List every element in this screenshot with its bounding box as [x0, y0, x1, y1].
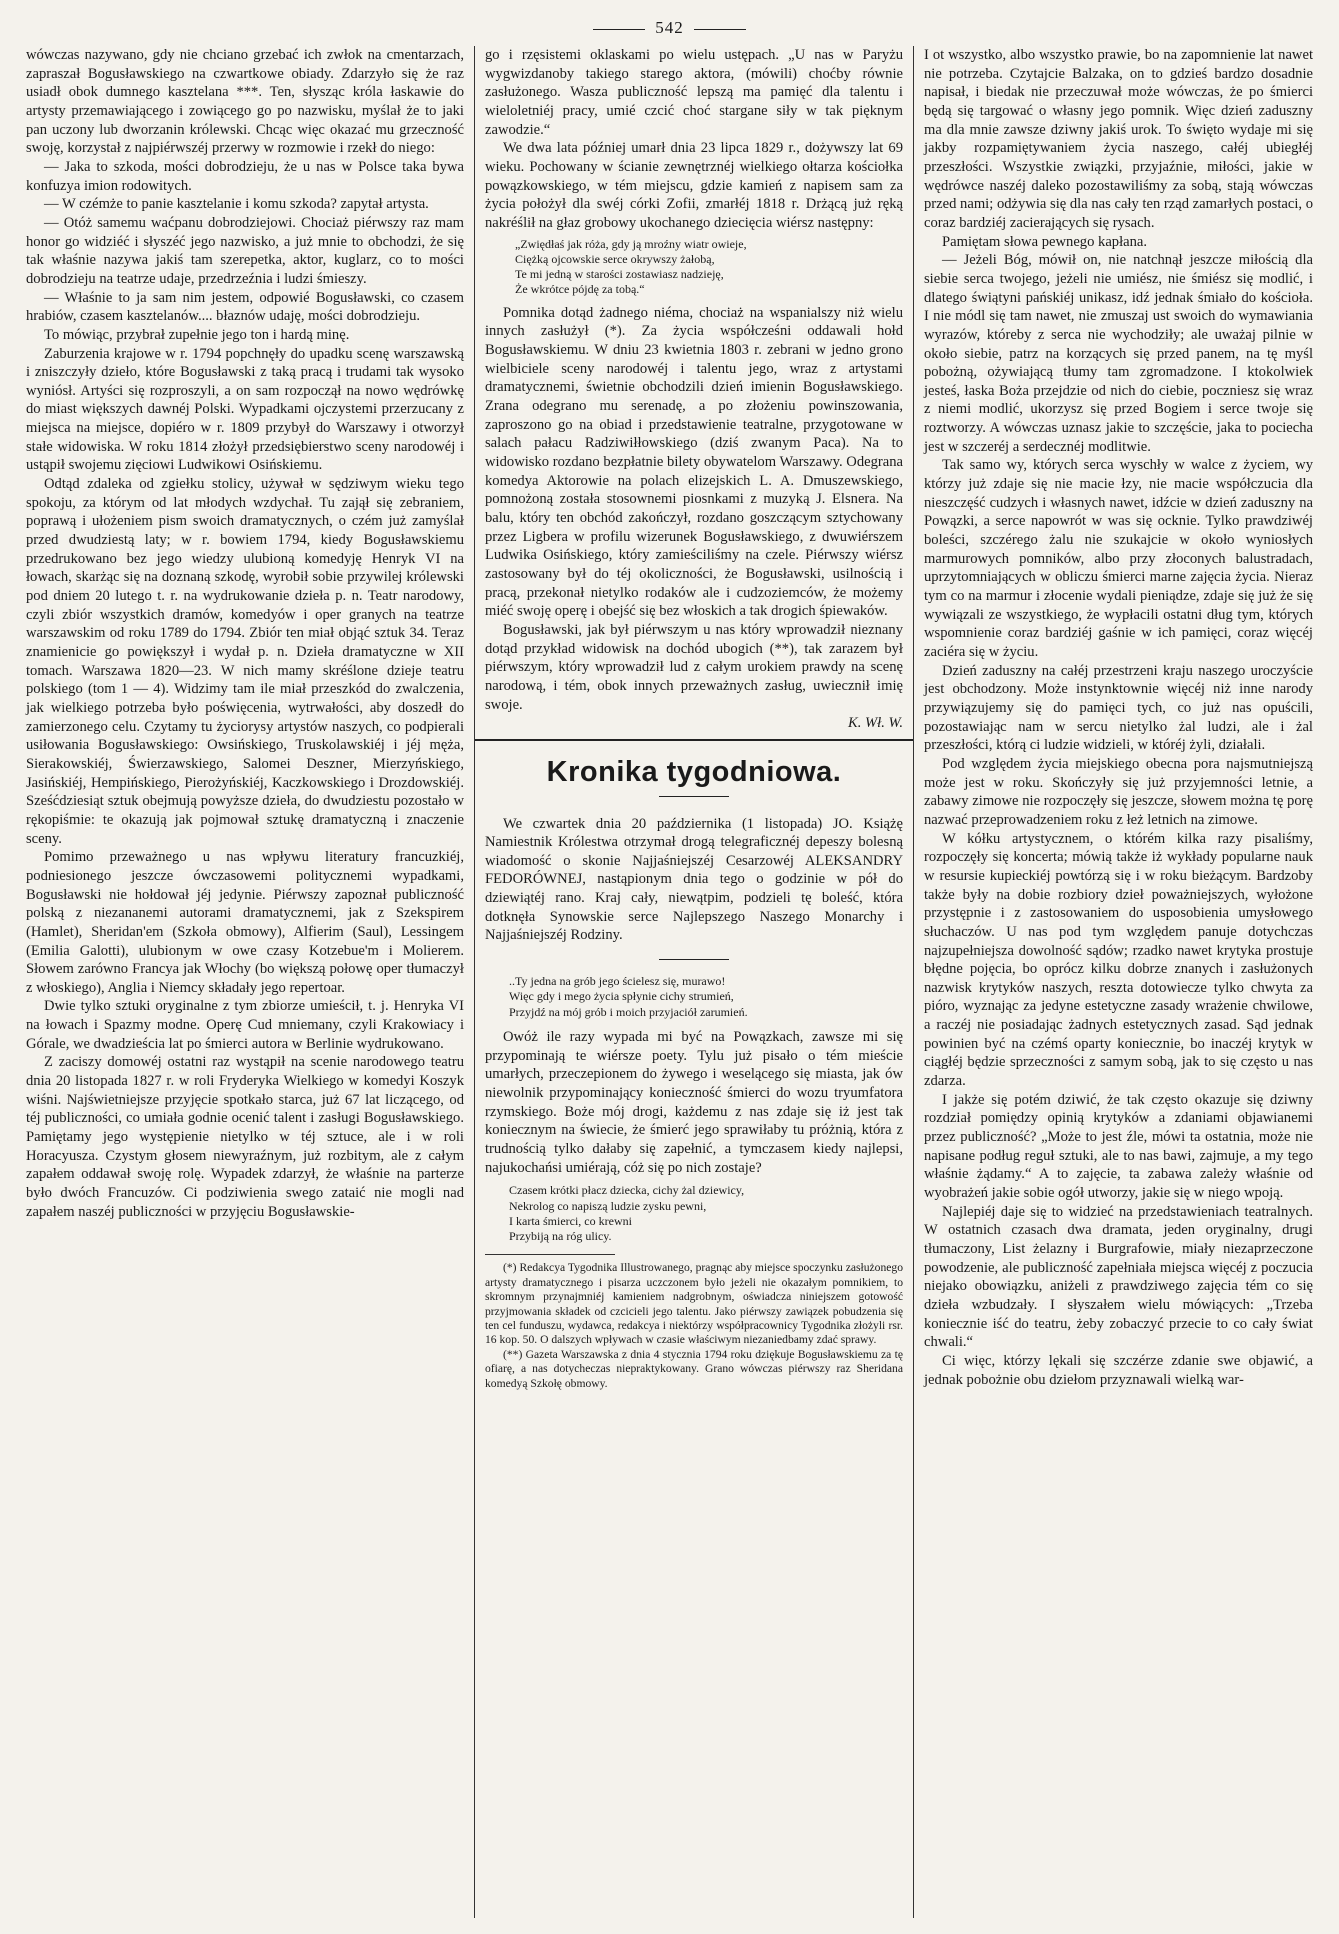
footnote: (**) Gazeta Warszawska z dnia 4 stycznia 1794 roku dziękuje Bogusławskiemu za tę ofiarę, a nas dotycheczas niepraktykowany. Grano wówczas piérwszy raz Sheridana komedyą Szkołę obmowy.: [485, 1347, 903, 1390]
paragraph: Zaburzenia krajowe w r. 1794 popchnęły do upadku scenę warszawską i zniszczyły dzieło, które Bogusławski z taką pracą i trudami tak wysoko wyniósł. Artyści się rozproszyli, a on sam rozpoczął na nowo wędrówkę do miast większych dawnéj Polski. Wypadkami ojczystemi przerzucany z miejsca na miejsce, dopiéro w r. 1809 przybył do Warszawy i otworzył stałe widowiska. W roku 1814 złożył przedsiębierstwo sceny narodowéj i ustąpił swojemu zięciowi Ludwikowi Osińskiemu.: [26, 345, 464, 474]
poem-line: Przyjdź na mój grób i moich przyjaciół zarumień.: [509, 1004, 748, 1019]
paragraph: Pamiętam słowa pewnego kapłana.: [942, 233, 1148, 250]
paragraph: I ot wszystko, albo wszystko prawie, bo na zapomnienie lat nawet nie potrzeba. Czytajcie Balzaka, on to gdzieś bardzo dosadnie napisał, i biedak nie przeczuwał może wówczas, że po śmierci będą się targować o własny jego pomnik. Więc dzień zaduszny ma dla mnie zawsze dziwny jakiś urok. To święto wydaje mi się jakby rozpamiętywaniem życia naszego, całéj ubiegłéj przeszłości. Wszystkie związki, przyjaźnie, miłości, jakie w wędrówce naszéj daleko pozostawiliśmy za sobą, stają wówczas przed nami; odżywia się dla nas cały ten rząd zamarłych postaci, o coraz bardziéj zacierających się rysach.: [924, 47, 1314, 231]
paragraph: Pod względem życia miejskiego obecna pora najsmutniejszą może jest w roku. Skończyły się już przyjemności letnie, a zabawy zimowe nie rozpoczęły się jeszcze, słowem można tę porę nazwać przeprowadzeniem roku z łeż letnich na zimowe.: [924, 755, 1313, 828]
paragraph: Dwie tylko sztuki oryginalne z tym zbiorze umieścił, t. j. Henryka VI na łowach i Spazmy modne. Operę Cud mniemany, czyli Krakowiacy i Górale, we dwadzieścia lat po śmierci autora w Berlinie wydrukowano.: [26, 998, 464, 1052]
paragraph: Najlepiéj daje się to widzieć na przedstawieniach teatralnych. W ostatnich czasach dwa dramata, jeden oryginalny, drugi tłumaczony, List żelazny i Burgrafowie, miały niezaprzeczone powodzenie, ale publiczność zapełniała miejsca więcéj z poczucia niejako obowiązku, aniżeli z prawdziwego zajęcia tém co się dzieła wzbudzały. I słyszałem wielu mówiących: „Trzeba koniecznie iść do teatru, żeby zobaczyć przecie to co cały świat chwali.“: [924, 1203, 1313, 1351]
epitaph-poem: [515, 237, 903, 298]
poem-line: ..Ty jedna na grób jego ścielesz się, murawo!: [509, 974, 726, 989]
paragraph: To mówiąc, przybrał zupełnie jego ton i hardą minę.: [44, 326, 350, 343]
paragraph: Z zaciszy domowéj ostatni raz wystąpił na scenie narodowego teatru dnia 20 listopada 1827 r. w roli Fryderyka Wielkiego w komedyi Koszyk wiśni. Najświetniejsze przyjęcie spotkało starca, już 67 lat liczącego, od téj publiczności, co umiała godnie ocenić talent i zasługi Bogusławskiego. Pamiętamy jego występienie nietylko w téj sztuce, ale i w roli Horacyusza. Czystym głosem niewyraźnym, już rozbitym, ale z całym zapałem oddawał swoję rolę. Wypadek zdarzył, że właśnie na parterze było dwóch Francuzów. Ci podziwienia swego zataić nie mogli nad zapałem naszéj publiczności w przyjęciu Bogusławskie-: [26, 1054, 464, 1220]
section-divider: [475, 739, 913, 741]
header-dash-right: [694, 29, 746, 30]
paragraph: — W czémże to panie kasztelanie i komu szkoda? zapytał artysta.: [44, 196, 429, 213]
quoted-verse: [509, 1183, 903, 1244]
poem-line: „Zwiędłaś jak róża, gdy ją mroźny wiatr owieje,: [515, 236, 747, 251]
poem-line: I karta śmierci, co krewni: [509, 1213, 632, 1228]
paragraph: — Właśnie to ja sam nim jestem, odpowié Bogusławski, co czasem hrabiów, czasem kasztelanów.... błaznów udaję, mości dobrodzieju.: [26, 289, 464, 325]
paragraph: W kółku artystycznem, o którém kilka razy pisaliśmy, rozpoczęły się koncerta; mówią także iż wykłady popularne nauk w resursie kupieckiéj powtórzą się i w roku bieżącym. Bardzoby także były na dobie rozbiory dzieł poważniejszych, wyłożone przystępnie i z zastosowaniem do usposobienia umysłowego słuchaczów. U nas pod tym względem panuje dotychczas najzupełniejsza dowolność sądów; rzadko nawet krytyka prostuje błędne pojęcia, bo oprócz kilku dobrze znanych i zasłużonych nazwisk krytyków naszych, reszta dotowiecze tylko chwyta za pióro, wyznając za jedyne estetyczne zasady wrażenie chwilowe, a raczéj nie posiadając żadnych estetycznych zasad. Sąd jednak powinien być na czémś oparty koniecznie, bo inaczéj krytyk w ciągłéj będzie sprzeczności z samym sobą, jak to się często u nas zdarza.: [924, 830, 1313, 1090]
title-underline: [659, 796, 729, 797]
paragraph: Dzień zaduszny na całéj przestrzeni kraju naszego uroczyście jest obchodzony. Może instynktownie więcéj niż inne narody przywiązujemy się do pamięci tych, co już nas opuścili, pozostawiając nam w sercu nietylko żal ludzi, ale i żal przeszłości, którą ci ludzie widzieli, w któréj żyli, działali.: [924, 662, 1313, 754]
column-middle: [474, 46, 914, 1918]
header-dash-left: [593, 29, 645, 30]
paragraph: go i rzęsistemi oklaskami po wielu ustępach. „U nas w Paryżu wygwizdanoby takiego starego aktora, (mówili) choćby równie zasłużonego. Wasza publiczność lepszą ma pamięć dla talentu i wieloletniéj pracy, umié czcić choć stargane siły w tak pięknym zawodzie.“: [485, 47, 903, 138]
poem-line: Nekrolog co napiszą ludzie zysku pewni,: [509, 1198, 707, 1213]
poem-line: Te mi jedną w starości zostawiasz nadzieję,: [515, 267, 724, 282]
paragraph: Pomimo przeważnego u nas wpływu literatury francuzkiéj, podniesionego jeszcze ówczasowemi politycznemi wypadkami, Bogusławski nie hołdował jéj jedynie. Piérwszy zapoznał publiczność polską z niezananemi autorami dramatycznemi, jak z Szekspirem (Hamlet), Sheridan'em (Szkoła obmowy), Alfierim (Saul), Lessingem (Emilia Galotti), ulubionym w owe czasy Kotzebue'm i Molierem. Słowem zarówno Francya jak Włochy (bo większą połowę oper tłumaczył z włoskiego), Anglia i Niemcy składały jego repertoar.: [26, 849, 464, 996]
footnote-rule: [485, 1254, 615, 1255]
poem-line: Że wkrótce pójdę za tobą.“: [515, 282, 645, 297]
paragraph: I jakże się potém dziwić, że tak często okazuje się dziwny rozdział pomiędzy opinią krytyków a zdaniami objawianemi przez publiczność? „Może to jest źle, mówi ta ostatnia, może nie napisane podług reguł sztuki, ale to nas bawi, zajmuje, a my tego właśnie żądamy.“ A to zajęcie, ta zabawa zależy właśnie od wyobrażeń jakie sobie ogół utworzy, jakie się w niego wpoją.: [924, 1091, 1313, 1202]
footnote: (*) Redakcya Tygodnika Illustrowanego, pragnąc aby miejsce spoczynku zasłużonego artysty dramatycznego i pisarza uczczonem było jeżeli nie okazałym pomnikiem, to skromnym przynajmniéj kamieniem nadgrobnym, oświadcza niniejszem gotowość przyjmowania składek od czcicieli jego talentu. Jako piérwszy zawiązek pobudzenia się ten cel funduszu, wydawca, redakcya i niektórzy współpracownicy Tygodnika złożyli rsr. 16 kop. 50. O dalszych wpływach w czasie właściwym niezaniedbamy zdać sprawy.: [485, 1261, 903, 1347]
poem-line: Więc gdy i mego życia spłynie cichy strumień,: [509, 989, 734, 1004]
paragraph: Bogusławski, jak był piérwszym u nas który wprowadził nieznany dotąd przykład widowisk na dochód ubogich (**), tak zarazem był piérwszym, który wprowadził lud z całym urokiem prawdy na scenę narodową, i tém, obok innych przeważnych zasług, uwiecznił imię swoje.: [485, 621, 903, 713]
poem-line: Ciężką ojcowskie serce okrywszy żałobą,: [515, 251, 715, 266]
paragraph: Pomnika dotąd żadnego niéma, chociaż na wspanialszy niż wielu innych zasłużył (*). Za życia współcześni oddawali hołd Bogusławskiemu. W dniu 23 kwietnia 1803 r. zebrani w jedno grono wielbiciele sceny narodowéj i talentu jego, wraz z artystami dramatycznemi, świetnie obchodzili dzień imienin Bogusławskiego. Zrana odegrano mu serenadę, a po złożeniu powinszowania, zaproszono go na obiad i przedstawienie teatralne, przygotowane w salach pałacu Radziwiłłowskiego (dziś zwanym Paca). Na to widowisko rozdano bezpłatnie bilety obywatelom Warszawy. Odegrana komedya Aktorowie na polach elizejskich L. A. Dmuszewskiego, pomnożoną została stosownemi piosnkami z muzyką J. Elsnera. Na balu, który ten obchód zakończył, rozdano goszczącym sztychowany przez Ligbera w profilu wizerunek Bogusławskiego, z dwuwiérszem Ludwika Osińskiego, który zamieściliśmy na czele. Piérwszy wiérsz zastosowany był do téj okoliczności, że Bogusławski, usilnością i pracą, przekonał nietylko rodaków ale i cudzoziemców, że możemy miéć swoję operę i obejść się bez włoskich a tak drogich śpiewaków.: [485, 304, 903, 620]
short-divider: [659, 959, 729, 960]
poem-line: Przybiją na róg ulicy.: [509, 1229, 612, 1244]
paragraph: We dwa lata później umarł dnia 23 lipca 1829 r., dożywszy lat 69 wieku. Pochowany w ścianie zewnętrznéj wielkiego ołtarza kościołka powązkowskiego, w tém miejscu, gdzie kamień z napisem sam za życia położył dla swéj córki Zofii, zmarłéj 1818 r. Drżącą już ręką nakréślił na głaz grobowy ukochanego dziecięcia wiérsz następny:: [485, 140, 903, 231]
paragraph: — Otóż samemu waćpanu dobrodziejowi. Chociaż piérwszy raz mam honor go widziéć i słyszéć jego nazwisko, a już mnie to obchodzi, że się tak właśnie nazywa jakiś tam szerepetka, aktor, kuglarz, co to mości dobrodzieju na teatrze udaje, przedrzeźnia i ludzi śmieszy.: [26, 214, 464, 287]
page-number-header: [22, 16, 1317, 40]
author-signature: K. Wł. W.: [847, 715, 903, 732]
paragraph: Owóż ile razy wypada mi być na Powązkach, zawsze mi się przypominają te wiérsze poety. Tylu już pisało o tém mieście umarłych, przeczepionem do żywego i weselącego się miasta, jak ów niewolnik przypominający konieczność śmierci do wozu tryumfatora rzymskiego. Boże mój drogi, każdemu z nas zdaje się iż jest tak koniecznym na świecie, że śmierć jego sprawiłaby tu próżnią, która z trudnością tylko dałaby się zapełnić, a tymczasem kiedy najlepsi, najukochańsi umiérają, cóż się po nich zostaje?: [485, 1028, 903, 1176]
paragraph: wówczas nazywano, gdy nie chciano grzebać ich zwłok na cmentarzach, zapraszał Bogusławskiego na czwartkowe obiady. Zdarzyło się że raz usiadł obok dumnego kasztelana ***. Ten, słysząc króla łaskawie do artysty przemawiającego i zowiącego go po nazwisku, myślał że to jaki pan uczony lub dworzanin królewski. Chcąc więc okazać mu grzeczność swoję, korzystał z najpiérwszéj przerwy w rozmowie i rzekł do niego:: [26, 47, 464, 157]
paragraph: — Jaka to szkoda, mości dobrodzieju, że u nas w Polsce taka bywa konfuzya imion rodowitych.: [26, 158, 464, 194]
poem-line: Czasem krótki płacz dziecka, cichy żal dziewicy,: [509, 1183, 745, 1198]
paragraph: We czwartek dnia 20 października (1 listopada) JO. Książę Namiestnik Królestwa otrzymał drogą telegraficznéj depeszy bolesną wiadomość o skonie Najjaśniejszéj Cesarzowéj ALEKSANDRY FEDORÓWNEJ, nastąpionym dnia tego o godzinie w pół do dziewiątéj rano. Kraj cały, niewątpim, podzieli tę boleść, która dotknęła Synowskie serce Najlepszego Naszego Monarchy i Najjaśniejszéj Rodziny.: [485, 815, 903, 944]
paragraph: Odtąd zdaleka od zgiełku stolicy, używał w sędziwym wieku tego spokoju, za którym od lat młodych wzdychał. Tu zajął się zebraniem, poprawą i ułożeniem pism swoich dramatycznych, o czém już zamyślał przed dwudziestą laty; w r. bowiem 1794, kiedy Bogusławskiemu przedrukowano bez jego wiedzy ulubioną komedyję Henryk VI na łowach, skarżąc się na doznaną szkodę, wyrobił sobie przywilej królewski pod dniem 20 lutego t. r. na wydrukowanie dzieła p. n. Teatr narodowy, czyli zbiór wszystkich dramów, komedyów i oper granych na teatrze warszawskim od roku 1789 do 1794. Zbiór ten miał objąć sztuk 34. Teraz znamienicie go powiększył i wydał p. n. Dzieła dramatyczne w XII tomach. Warszawa 1820—23. W nich mamy skréślone dzieje teatru polskiego (tom 1 — 4). Widzimy tam ile miał przeszkód do zwalczenia, jak wielkiego potrzeba było poświęcenia, wytrwałości, aby doszedł do zamierzonego celu. Czytamy tu życiorysy artystów naszych, co podpierali usiłowania Bogusławskiego: Owsińskiego, Truskolawskiéj i jéj męża, Sierakowskiéj, Świerzawskiego, Salomei Deszner, Mierzyńskiego, Jasińskiéj, Hempińskiego, Pierożyńskiéj, Kaczkowskiego i Drozdowskiéj. Sześćdziesiąt sztuk obejmują powyższe dzieła, do dwudziestu pozostało w rękopiśmie: te okazują jak pojmował sztukę dramatyczną i znaczenie sceny.: [26, 476, 464, 847]
paragraph: Tak samo wy, których serca wyschły w walce z życiem, wy którzy już zdaje się nie macie łzy, nie macie współczucia dla nieszczęść cudzych i własnych nawet, idźcie w dzień zaduszny na Powązki, a serce napowrót w was się ocknie. Tylko prawdziwéj boleści, szczérego żalu nie szukajcie w około wyniosłych marmurowych pomników, albo przy złoconych balustradach, uprzytomniających w obliczu śmierci marne zajęcia życia. Nieraz tym co na marmur i złocenie wydali pieniądze, zdaje się już że się wywiązali ze wszystkiego, że wypłacili ostatni dług tym, których wspomnienie coraz bardziéj gaśnie w ich pamięci, coraz więcéj zaciéra się w życiu.: [924, 457, 1313, 660]
page-number: 542: [655, 18, 684, 37]
paragraph: — Jeżeli Bóg, mówił on, nie natchnął jeszcze miłością dla siebie serca twojego, jeżeli nie umiész, nie śmiész się modlić, i dlatego świątyni pańskiéj unikasz, idź jednak śmiało do kościoła. I nie módl się tam nawet, nie zmuszaj ust swoich do wymawiania wyrazów, któreby z serca nie wychodziły; ale uważaj pilnie w około siebie, patrz na korzących się przed panem, na tę myśl pobożną, ożywiającą tłumy tam zgromadzone. I ktokolwiek jesteś, łaska Boża przejdzie od nich do ciebie, poczniesz się wraz z niemi modlić, ukorzysz się przed Bogiem i serce twoje się roztworzy. A wówczas uznasz jakie to szczęście, jaka to pociecha jest w szczeréj a serdecznéj modlitwie.: [924, 252, 1313, 455]
paragraph: Ci więc, którzy lękali się szczérze zdanie swe objawić, a jednak pobożnie obu dziełom przyznawali wielką war-: [924, 1352, 1313, 1388]
columns: [22, 46, 1317, 1918]
column-right: [914, 46, 1317, 1918]
quoted-verse: [509, 974, 903, 1020]
column-left: [22, 46, 474, 1918]
section-title: Kronika tygodniowa.: [546, 755, 842, 788]
